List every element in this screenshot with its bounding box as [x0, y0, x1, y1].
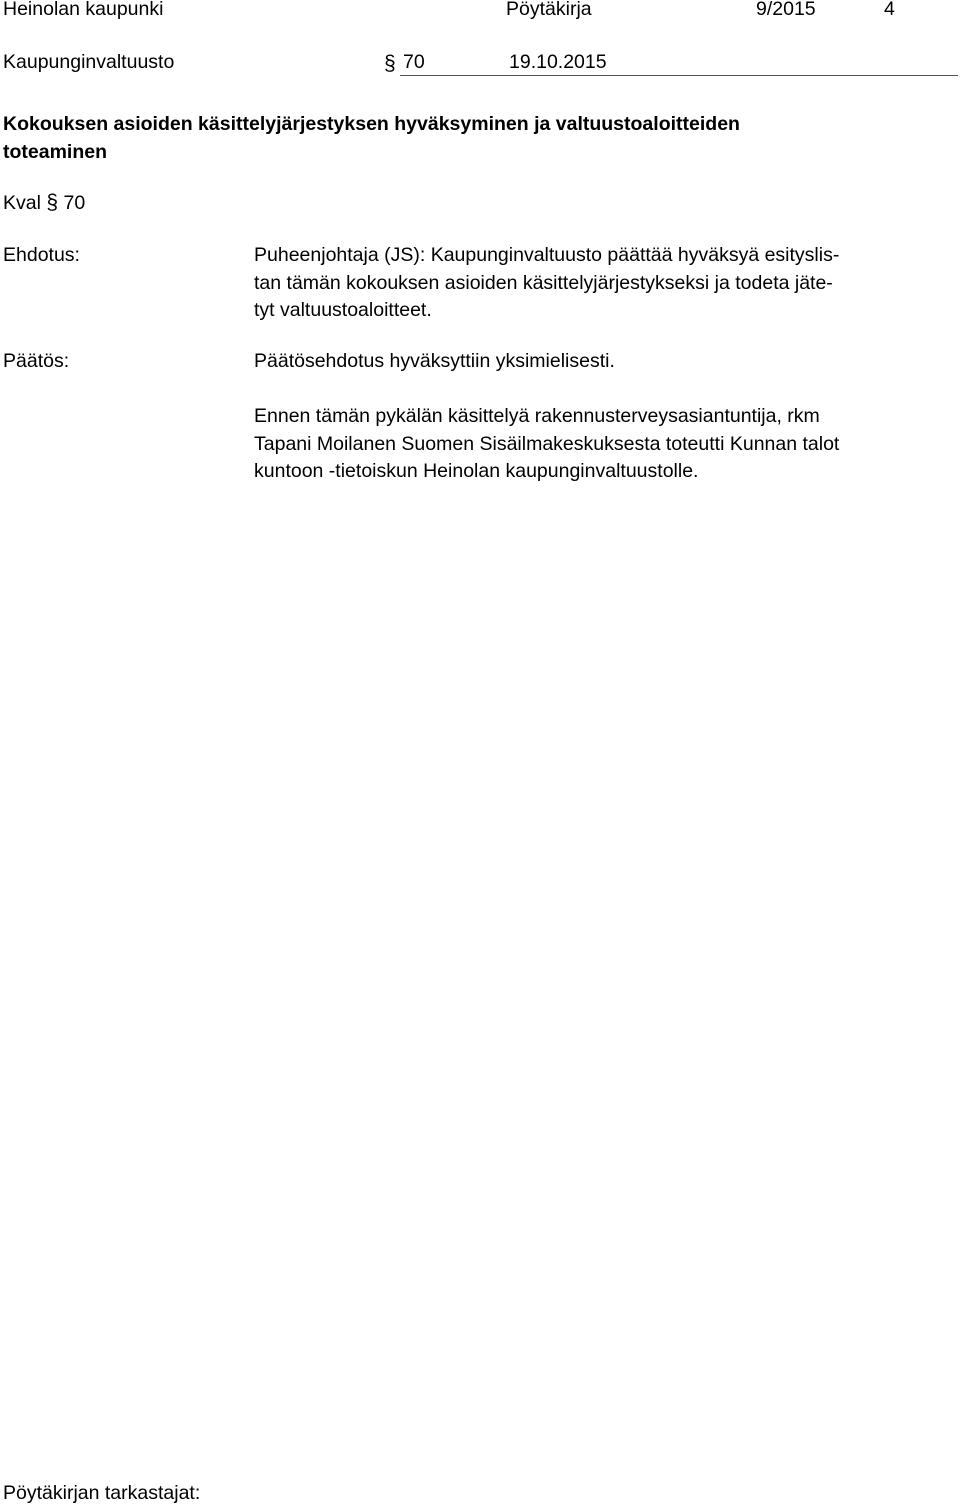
proposal-line: Puheenjohtaja (JS): Kaupunginvaltuusto päättää hyväksyä esityslis- [254, 244, 840, 266]
document-number: 9/2015 [756, 0, 816, 20]
section-reference [3, 192, 85, 214]
decision-note-line: Tapani Moilanen Suomen Sisäilmakeskuksesta toteutti Kunnan talot [254, 432, 840, 455]
minutes-reviewers-label: Pöytäkirjan tarkastajat: [3, 1482, 201, 1504]
document-type: Pöytäkirja [506, 0, 592, 20]
decision-text [254, 348, 958, 376]
section-symbol: § [384, 52, 396, 75]
decision-note-line: kuntoon -tietoiskun Heinolan kaupunginvaltuustolle. [254, 460, 699, 482]
reference-prefix: Kval [3, 192, 41, 214]
reference-section-symbol: § [46, 191, 59, 214]
governing-body: Kaupunginvaltuusto [3, 51, 175, 73]
organization-name: Heinolan kaupunki [3, 0, 164, 20]
proposal-line: tan tämän kokouksen asioiden käsittelyjärjestykseksi ja todeta jäte- [254, 271, 833, 294]
decision-note [254, 403, 958, 486]
proposal-text [254, 242, 958, 325]
title-line: toteaminen [3, 141, 108, 163]
proposal-line: tyt valtuustoaloitteet. [254, 299, 432, 321]
proposal-label: Ehdotus: [3, 244, 80, 266]
page-title [3, 110, 933, 166]
title-line: Kokouksen asioiden käsittelyjärjestyksen hyväksyminen ja valtuustoaloitteiden [3, 113, 740, 135]
decision-note-line: Ennen tämän pykälän käsittelyä rakennusterveysasiantuntija, rkm [254, 405, 820, 427]
meeting-date: 19.10.2015 [509, 51, 607, 73]
header-divider [400, 75, 958, 76]
decision-line: Päätösehdotus hyväksyttiin yksimielisesti. [254, 350, 615, 372]
section-number: 70 [403, 51, 425, 73]
decision-label: Päätös: [3, 350, 70, 372]
page-number: 4 [884, 0, 895, 20]
reference-number: 70 [63, 192, 86, 214]
